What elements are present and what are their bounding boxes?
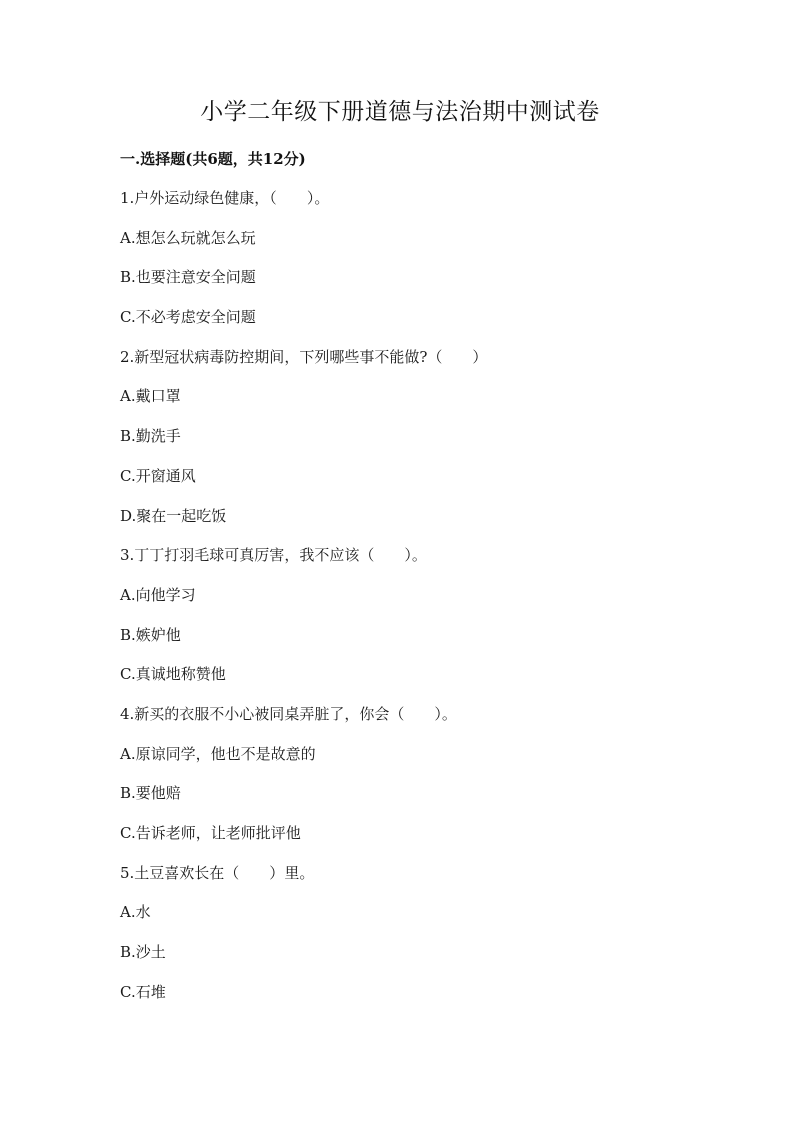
section-heading: 一.选择题(共6题，共12分) [120,150,306,168]
answer-option: B.嫉妒他 [120,625,181,644]
answer-option: C.开窗通风 [120,466,196,485]
question-list [120,187,720,1020]
answer-option: C.告诉老师，让老师批评他 [120,824,301,842]
question-stem: 4.新买的衣服不小心被同桌弄脏了，你会（ ）。 [120,704,457,723]
question-stem: 5.土豆喜欢长在（ ）里。 [120,863,315,882]
answer-option: A.水 [120,903,151,922]
answer-option: B.勤洗手 [120,427,181,446]
question-stem: 2.新型冠状病毒防控期间，下列哪些事不能做?（ ） [120,347,488,366]
answer-option: A.原谅同学，他也不是故意的 [120,744,316,763]
answer-option: C.石堆 [120,982,166,1001]
answer-option: A.戴口罩 [120,387,181,406]
answer-option: C.不必考虑安全问题 [120,308,256,327]
answer-option: A.向他学习 [120,585,196,604]
question-stem: 3.丁丁打羽毛球可真厉害，我不应该（ ）。 [120,546,427,565]
answer-option: D.聚在一起吃饭 [120,506,227,525]
answer-option: B.也要注意安全问题 [120,268,256,287]
answer-option: A.想怎么玩就怎么玩 [120,228,256,247]
answer-option: B.要他赔 [120,784,181,803]
answer-option: B.沙土 [120,943,166,962]
question-stem: 1.户外运动绿色健康，（ ）。 [120,189,330,207]
page-title: 小学二年级下册道德与法治期中测试卷 [200,99,600,125]
answer-option: C.真诚地称赞他 [120,665,226,684]
